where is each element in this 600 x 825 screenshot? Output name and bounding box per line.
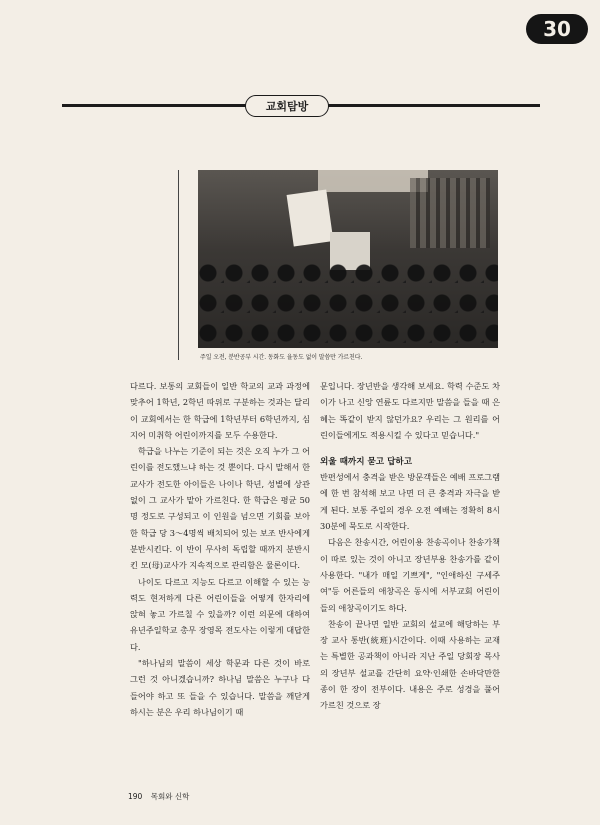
margin-rule xyxy=(178,170,179,360)
background-shelf xyxy=(410,178,490,248)
body-paragraph: 나이도 다르고 지능도 다르고 이해할 수 있는 능력도 현저하게 다른 어린이들을 어떻게 한자리에 앉혀 놓고 가르칠 수 있을까? 이런 의문에 대하여 유년주일학교 총무 장영목 전도사는 이렇게 대답한다. xyxy=(130,576,310,652)
body-paragraph: 다르다. 보통의 교회들이 일반 학교의 교과 과정에 맞추어 1학년, 2학년 따위로 구분하는 것과는 달리 이 교회에서는 한 학급에 1학년부터 6학년까지, 심지어 미취학 어린이까지를 모두 수용한다. xyxy=(130,381,310,440)
section-subheading: 외울 때까지 묻고 답하고 xyxy=(320,457,412,468)
chapter-number-badge: 30 xyxy=(526,14,588,44)
children-crowd xyxy=(198,253,498,348)
body-paragraph: "하나님의 말씀이 세상 학문과 다른 것이 바로 그런 것 아니겠습니까? 하나님 말씀은 누구나 다 들어야 하고 또 들을 수 있습니다. 말씀을 깨닫게 하시는 분은 우리 하나님이기 때 xyxy=(130,658,310,717)
section-label: 교회탐방 xyxy=(245,95,329,117)
body-paragraph: 찬송이 끝나면 일반 교회의 설교에 해당하는 부장 교사 통반(統班)시간이다. 이때 사용하는 교재는 특별한 공과책이 아니라 지난 주일 당회장 목사의 장년부 설교를 간단히 요약·인쇄한 손바닥만한 종이 한 장이 전부이다. 내용은 주로 성경을 풀어 가르친 것으로 장 xyxy=(320,618,500,711)
body-paragraph: 다음은 찬송시간, 어린이용 찬송곡이나 찬송가책이 따로 있는 것이 아니고 장년부용 찬송가를 같이 사용한다. "내가 매일 기쁘게", "인애하신 구세주여"등 어른들의 애창곡은 동시에 서부교회 어린이들의 애창곡이기도 하다. xyxy=(320,537,500,613)
footer-page-number: 190 xyxy=(128,792,143,801)
held-sheet xyxy=(287,189,334,246)
body-paragraph: 문입니다. 장년반을 생각해 보세요. 학력 수준도 차이가 나고 신앙 연륜도 다르지만 말씀을 들을 때 은혜는 똑같이 받지 않던가요? 우리는 그 원리를 어린이들에게도 적용시킬 수 있다고 믿습니다." xyxy=(320,381,500,440)
body-paragraph: 반편성에서 충격을 받은 방문객들은 예배 프로그램에 한 번 참석해 보고 나면 더 큰 충격과 자극을 받게 된다. 보통 주일의 경우 오전 예배는 정확히 8시 30분에 묵도로 시작한다. xyxy=(320,472,500,532)
footer-publication: 목회와 신학 xyxy=(150,792,190,801)
left-text-column xyxy=(130,378,310,720)
photo-caption: 주일 오전, 분반공부 시간. 동화도 율동도 없이 말씀만 가르친다. xyxy=(200,354,363,361)
page-footer xyxy=(128,791,195,802)
church-photo xyxy=(198,170,498,348)
body-paragraph: 학급을 나누는 기준이 되는 것은 오직 누가 그 어린이를 전도했느냐 하는 것 뿐이다. 다시 말해서 한 교사가 전도한 아이들은 나이나 학년, 성별에 상관 없이 그 교사가 맡아 가르친다. 한 학급은 평균 50명 정도로 구성되고 이 인원을 넘으면 기회를 보아 한 학급 당 3～4명씩 배치되어 있는 보조 반사에게 분반시킨다. 이 반이 무사히 독립할 때까지 분반시킨 모(母)교사가 지속적으로 관리함은 물론이다. xyxy=(130,446,310,571)
right-text-column xyxy=(320,378,500,714)
